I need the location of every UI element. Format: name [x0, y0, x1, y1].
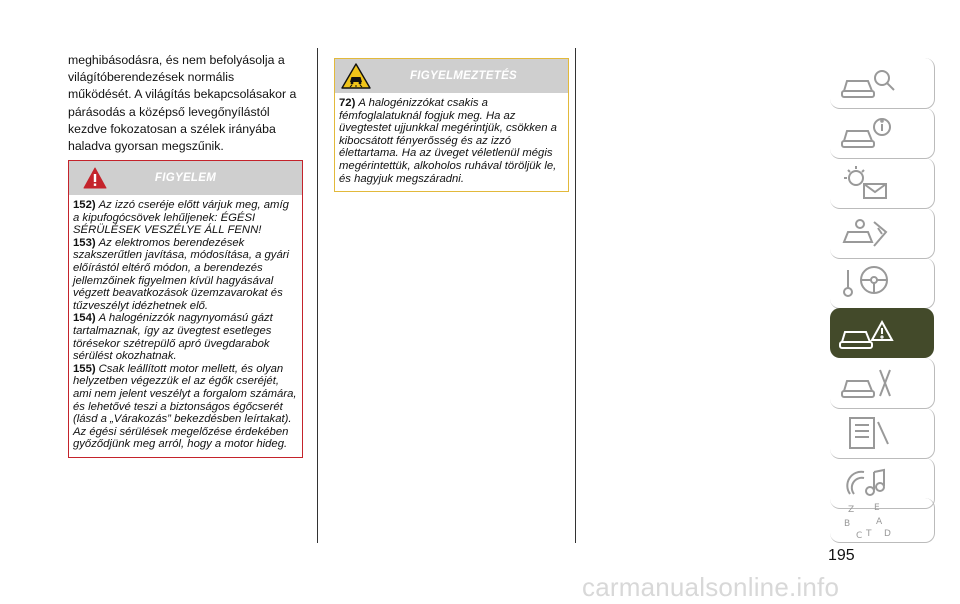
column-divider: [317, 48, 318, 543]
lights-messages-icon[interactable]: [830, 158, 935, 209]
index-letter: A: [876, 517, 883, 527]
warning-box: [68, 160, 303, 458]
steering-key-icon[interactable]: [830, 258, 935, 309]
warning-item: 152) Az izzó cseréje előtt várjuk meg, amíg a kipufogócsövek lehűljenek: ÉGÉSI SÉRÜLÉSEK VESZÉLYE ÁLL FENN!: [73, 199, 289, 237]
intro-paragraph: meghibásodásra, és nem befolyásolja a világítóberendezések normális működését. A világítás bekapcsolásakor a párásodás a középső levegőnyílástól kezdve fokozatosan a szélek irányába haladva gyorsan megszűnik.: [68, 53, 297, 154]
index-letter: Z: [848, 505, 855, 515]
index-letter: T: [866, 529, 872, 539]
caution-item: 72) A halogénizzókat csakis a fémfoglalatuknál fogjuk meg. Ha az üvegtestet ujjunkkal megérintjük, csökken a kibocsátott fényerősség és az izzó élettartama. Ha az üveget véletlenül mégis megérintettük, alkoholos ruhával töröljük le, és hagyjuk megszáradni.: [339, 97, 557, 185]
caution-body: [335, 93, 568, 191]
index-letter: B: [844, 519, 851, 529]
index-letter: C: [856, 531, 863, 541]
watermark: carmanualsonline.info: [582, 572, 840, 602]
caution-header: [335, 59, 568, 93]
caution-box: [334, 58, 569, 192]
index-letters-icon[interactable]: [830, 498, 935, 543]
page-number: 195: [828, 547, 855, 564]
warning-title: FIGYELEM: [154, 172, 217, 184]
index-letter: D: [884, 529, 891, 539]
specs-list-icon[interactable]: [830, 408, 935, 459]
column-divider: [575, 48, 576, 543]
car-tools-icon[interactable]: [830, 358, 935, 409]
warning-item: 155) Csak leállított motor mellett, és olyan helyzetben végezzük el az égők cseréjét, ami nem jelent veszélyt a forgalom számára, és lehetővé teszi a biztonságos égőcserét (lásd a „Várakozás” bekezdésben leírtakat). Az égési sérülések megelőzése érdekében győződjünk meg arról, hogy a motor hideg.: [73, 362, 297, 451]
safety-icon[interactable]: [830, 208, 935, 259]
warning-item: 154) A halogénizzók nagynyomású gázt tartalmaznak, így az üvegtest esetleges törésekor szétrepülő apró üvegdarabok sérülést okozhatnak.: [73, 312, 273, 363]
car-search-icon[interactable]: [830, 58, 935, 109]
warning-header: [69, 161, 302, 195]
car-info-icon[interactable]: [830, 108, 935, 159]
index-letter: E: [874, 503, 880, 513]
warning-body: [69, 195, 302, 457]
car-emergency-icon[interactable]: [830, 308, 934, 358]
warning-item: 153) Az elektromos berendezések szakszerűtlen javítása, módosítása, a gyári előírástól eltérő módon, a berendezés jellemzőinek figyelmen kívül hagyásával végzett beavatkozások üzemzavarokat és tűzveszélyt idézhetnek elő.: [73, 236, 289, 312]
caution-title: FIGYELMEZTETÉS: [409, 70, 518, 82]
